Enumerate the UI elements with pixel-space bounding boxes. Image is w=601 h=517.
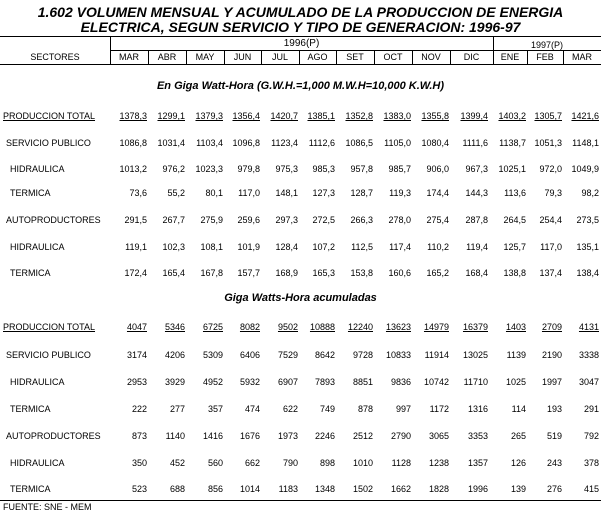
table-cell: 6725 bbox=[202, 322, 223, 332]
table-cell: 275,4 bbox=[426, 215, 449, 225]
table-cell: 1031,4 bbox=[157, 138, 185, 148]
table-cell: 1080,4 bbox=[421, 138, 449, 148]
header-bottom-rule bbox=[0, 64, 601, 65]
table-cell: 73,6 bbox=[129, 188, 147, 198]
row-label: HIDRAULICA bbox=[10, 164, 65, 174]
header-month: ABR bbox=[157, 52, 177, 62]
table-cell: 523 bbox=[131, 484, 147, 494]
row-label: SERVICIO PUBLICO bbox=[6, 350, 91, 360]
header-month: MAY bbox=[195, 52, 215, 62]
table-cell: 297,3 bbox=[275, 215, 298, 225]
table-cell: 622 bbox=[282, 404, 298, 414]
table-cell: 3338 bbox=[578, 350, 599, 360]
header-month: FEB bbox=[536, 52, 554, 62]
table-cell: 1502 bbox=[352, 484, 373, 494]
table-cell: 267,7 bbox=[162, 215, 185, 225]
row-label: PRODUCCION TOTAL bbox=[3, 322, 96, 332]
table-cell: 1997 bbox=[541, 377, 562, 387]
table-cell: 128,4 bbox=[275, 242, 298, 252]
header-month: NOV bbox=[421, 52, 441, 62]
table-cell: 1139 bbox=[506, 350, 526, 360]
table-cell: 168,9 bbox=[275, 268, 298, 278]
table-cell: 291 bbox=[583, 404, 599, 414]
table-cell: 9728 bbox=[352, 350, 373, 360]
table-cell: 1403,2 bbox=[498, 111, 526, 121]
table-cell: 1973 bbox=[277, 431, 298, 441]
table-cell: 1420,7 bbox=[270, 111, 298, 121]
table-cell: 1014 bbox=[239, 484, 260, 494]
table-cell: 8642 bbox=[314, 350, 335, 360]
table-cell: 102,3 bbox=[162, 242, 185, 252]
table-cell: 113,6 bbox=[504, 188, 526, 198]
table-cell: 1299,1 bbox=[157, 111, 185, 121]
table-cell: 128,7 bbox=[350, 188, 373, 198]
table-cell: 975,3 bbox=[275, 164, 298, 174]
row-label: AUTOPRODUCTORES bbox=[6, 431, 101, 441]
table-cell: 7529 bbox=[277, 350, 298, 360]
table-cell: 1023,3 bbox=[195, 164, 223, 174]
table-cell: 560 bbox=[207, 458, 223, 468]
table-cell: 259,6 bbox=[237, 215, 260, 225]
row-label: TERMICA bbox=[10, 484, 51, 494]
table-cell: 278,0 bbox=[388, 215, 411, 225]
section-title-monthly: En Giga Watt-Hora (G.W.H.=1,000 M.W.H=10,000 K.W.H) bbox=[156, 80, 445, 92]
table-cell: 110,2 bbox=[427, 242, 449, 252]
table-cell: 117,0 bbox=[238, 188, 260, 198]
table-cell: 519 bbox=[546, 431, 562, 441]
table-cell: 4047 bbox=[126, 322, 147, 332]
table-cell: 3065 bbox=[428, 431, 449, 441]
table-cell: 12240 bbox=[347, 322, 373, 332]
table-cell: 254,4 bbox=[539, 215, 562, 225]
table-cell: 1138,7 bbox=[499, 138, 526, 148]
table-cell: 906,0 bbox=[426, 164, 449, 174]
table-cell: 976,2 bbox=[162, 164, 185, 174]
table-cell: 1676 bbox=[239, 431, 260, 441]
table-cell: 1105,0 bbox=[384, 138, 411, 148]
table-cell: 792 bbox=[583, 431, 599, 441]
table-cell: 1049,9 bbox=[571, 164, 599, 174]
table-cell: 139 bbox=[510, 484, 526, 494]
header-top-rule bbox=[0, 36, 601, 37]
header-month: MAR bbox=[119, 52, 139, 62]
table-cell: 2790 bbox=[390, 431, 411, 441]
header-sectores: SECTORES bbox=[30, 52, 80, 62]
header-month: SET bbox=[346, 52, 364, 62]
table-cell: 273,5 bbox=[576, 215, 599, 225]
table-cell: 957,8 bbox=[350, 164, 373, 174]
table-cell: 1103,4 bbox=[196, 138, 223, 148]
table-cell: 148,1 bbox=[275, 188, 298, 198]
table-cell: 662 bbox=[244, 458, 260, 468]
header-month: JUN bbox=[233, 52, 252, 62]
table-cell: 1238 bbox=[428, 458, 449, 468]
table-cell: 452 bbox=[169, 458, 185, 468]
header-month: ENE bbox=[500, 52, 520, 62]
table-cell: 1013,2 bbox=[119, 164, 147, 174]
table-cell: 135,1 bbox=[576, 242, 599, 252]
table-cell: 1051,3 bbox=[534, 138, 562, 148]
row-label: SERVICIO PUBLICO bbox=[6, 138, 91, 148]
table-cell: 144,3 bbox=[465, 188, 488, 198]
table-cell: 101,9 bbox=[237, 242, 260, 252]
table-cell: 266,3 bbox=[350, 215, 373, 225]
table-cell: 2709 bbox=[541, 322, 562, 332]
header-year-1996: 1996(P) bbox=[283, 38, 320, 49]
table-cell: 127,3 bbox=[312, 188, 335, 198]
table-cell: 160,6 bbox=[388, 268, 411, 278]
table-cell: 997 bbox=[395, 404, 411, 414]
table-cell: 117,4 bbox=[389, 242, 411, 252]
table-cell: 4131 bbox=[578, 322, 599, 332]
table-cell: 873 bbox=[131, 431, 147, 441]
table-cell: 378 bbox=[583, 458, 599, 468]
table-cell: 6907 bbox=[277, 377, 298, 387]
table-cell: 172,4 bbox=[124, 268, 147, 278]
header-month: MAR bbox=[572, 52, 592, 62]
table-cell: 3353 bbox=[467, 431, 488, 441]
table-cell: 265 bbox=[510, 431, 526, 441]
table-cell: 1403 bbox=[505, 322, 526, 332]
table-cell: 7893 bbox=[314, 377, 335, 387]
table-cell: 4952 bbox=[202, 377, 223, 387]
table-cell: 243 bbox=[546, 458, 562, 468]
table-cell: 10833 bbox=[385, 350, 411, 360]
table-cell: 8082 bbox=[239, 322, 260, 332]
table-cell: 138,4 bbox=[576, 268, 599, 278]
table-cell: 119,4 bbox=[466, 242, 488, 252]
table-cell: 11710 bbox=[463, 377, 488, 387]
table-cell: 10742 bbox=[423, 377, 449, 387]
table-cell: 3929 bbox=[164, 377, 185, 387]
table-cell: 98,2 bbox=[581, 188, 599, 198]
row-label: AUTOPRODUCTORES bbox=[6, 215, 101, 225]
table-cell: 13025 bbox=[462, 350, 488, 360]
table-cell: 1383,0 bbox=[383, 111, 411, 121]
table-cell: 1355,8 bbox=[421, 111, 449, 121]
header-month: JUL bbox=[271, 52, 288, 62]
table-cell: 1025,1 bbox=[498, 164, 526, 174]
table-cell: 972,0 bbox=[539, 164, 562, 174]
table-cell: 5932 bbox=[239, 377, 260, 387]
table-cell: 137,4 bbox=[539, 268, 562, 278]
table-cell: 277 bbox=[169, 404, 185, 414]
table-cell: 1348 bbox=[314, 484, 335, 494]
row-label: TERMICA bbox=[10, 404, 51, 414]
table-cell: 1140 bbox=[165, 431, 185, 441]
table-cell: 167,8 bbox=[200, 268, 223, 278]
row-label: TERMICA bbox=[10, 268, 51, 278]
table-cell: 108,1 bbox=[200, 242, 223, 252]
table-cell: 1357 bbox=[467, 458, 488, 468]
table-cell: 1421,6 bbox=[571, 111, 599, 121]
table-cell: 1086,5 bbox=[345, 138, 373, 148]
table-cell: 168,4 bbox=[465, 268, 488, 278]
table-cell: 13623 bbox=[385, 322, 411, 332]
header-month: AGO bbox=[307, 52, 328, 62]
table-cell: 117,0 bbox=[540, 242, 562, 252]
table-cell: 165,4 bbox=[162, 268, 185, 278]
table-cell: 2246 bbox=[314, 431, 335, 441]
section-title-cumulative: Giga Watts-Hora acumuladas bbox=[224, 292, 377, 304]
table-cell: 3174 bbox=[126, 350, 147, 360]
table-cell: 119,3 bbox=[389, 188, 411, 198]
table-cell: 1316 bbox=[467, 404, 488, 414]
table-cell: 272,5 bbox=[312, 215, 335, 225]
table-cell: 107,2 bbox=[312, 242, 335, 252]
table-cell: 2953 bbox=[126, 377, 147, 387]
table-cell: 1305,7 bbox=[534, 111, 562, 121]
table-cell: 11914 bbox=[424, 350, 449, 360]
table-cell: 153,8 bbox=[350, 268, 373, 278]
table-cell: 9502 bbox=[277, 322, 298, 332]
table-cell: 1148,1 bbox=[572, 138, 599, 148]
table-cell: 1352,8 bbox=[345, 111, 373, 121]
table-cell: 1128 bbox=[391, 458, 411, 468]
table-cell: 415 bbox=[583, 484, 599, 494]
table-cell: 1086,8 bbox=[119, 138, 147, 148]
table-cell: 790 bbox=[282, 458, 298, 468]
table-cell: 114 bbox=[511, 404, 526, 414]
table-cell: 1828 bbox=[428, 484, 449, 494]
table-cell: 856 bbox=[207, 484, 223, 494]
table-cell: 985,3 bbox=[312, 164, 335, 174]
table-cell: 10888 bbox=[309, 322, 335, 332]
footnote: FUENTE: SNE - MEM bbox=[3, 502, 92, 512]
table-cell: 8851 bbox=[352, 377, 373, 387]
table-cell: 157,7 bbox=[237, 268, 260, 278]
table-cell: 138,8 bbox=[503, 268, 526, 278]
table-cell: 1183 bbox=[278, 484, 298, 494]
table-cell: 1662 bbox=[390, 484, 411, 494]
table-cell: 1378,3 bbox=[119, 111, 147, 121]
table-cell: 14979 bbox=[423, 322, 449, 332]
row-label: PRODUCCION TOTAL bbox=[3, 111, 96, 121]
table-cell: 9836 bbox=[390, 377, 411, 387]
table-cell: 79,3 bbox=[544, 188, 562, 198]
table-title-line-2: ELECTRICA, SEGUN SERVICIO Y TIPO DE GENERACION: 1996-97 bbox=[80, 19, 521, 35]
table-cell: 287,8 bbox=[465, 215, 488, 225]
table-cell: 291,5 bbox=[124, 215, 147, 225]
table-cell: 1123,4 bbox=[271, 138, 298, 148]
table-cell: 275,9 bbox=[200, 215, 223, 225]
table-cell: 16379 bbox=[462, 322, 488, 332]
table-cell: 1010 bbox=[352, 458, 373, 468]
table-cell: 3047 bbox=[578, 377, 599, 387]
table-cell: 749 bbox=[319, 404, 335, 414]
header-month: OCT bbox=[383, 52, 403, 62]
header-month: DIC bbox=[463, 52, 480, 62]
row-label: HIDRAULICA bbox=[10, 242, 65, 252]
table-cell: 112,5 bbox=[351, 242, 373, 252]
table-cell: 193 bbox=[546, 404, 562, 414]
table-cell: 264,5 bbox=[503, 215, 526, 225]
row-label: TERMICA bbox=[10, 188, 51, 198]
footer-rule bbox=[0, 500, 601, 501]
row-label: HIDRAULICA bbox=[10, 458, 65, 468]
table-cell: 1996 bbox=[467, 484, 488, 494]
table-cell: 1172 bbox=[429, 404, 449, 414]
table-cell: 119,1 bbox=[125, 242, 147, 252]
table-cell: 125,7 bbox=[503, 242, 526, 252]
table-cell: 878 bbox=[357, 404, 373, 414]
table-cell: 1025 bbox=[505, 377, 526, 387]
table-cell: 357 bbox=[207, 404, 223, 414]
table-cell: 1096,8 bbox=[232, 138, 260, 148]
header-year-1997: 1997(P) bbox=[530, 40, 564, 50]
table-cell: 1111,6 bbox=[462, 138, 488, 148]
table-cell: 967,3 bbox=[465, 164, 488, 174]
table-cell: 1112,6 bbox=[308, 138, 335, 148]
table-cell: 2512 bbox=[352, 431, 373, 441]
table-cell: 985,7 bbox=[388, 164, 411, 174]
table-cell: 1399,4 bbox=[460, 111, 488, 121]
table-cell: 1385,1 bbox=[307, 111, 335, 121]
table-cell: 126 bbox=[510, 458, 526, 468]
table-cell: 1416 bbox=[202, 431, 223, 441]
table-cell: 898 bbox=[319, 458, 335, 468]
table-cell: 474 bbox=[244, 404, 260, 414]
table-cell: 2190 bbox=[541, 350, 562, 360]
table-cell: 165,3 bbox=[312, 268, 335, 278]
table-cell: 688 bbox=[169, 484, 185, 494]
table-cell: 1379,3 bbox=[195, 111, 223, 121]
table-cell: 5309 bbox=[202, 350, 223, 360]
table-cell: 165,2 bbox=[426, 268, 449, 278]
table-cell: 276 bbox=[546, 484, 562, 494]
table-cell: 5346 bbox=[164, 322, 185, 332]
table-cell: 80,1 bbox=[205, 188, 223, 198]
row-label: HIDRAULICA bbox=[10, 377, 65, 387]
table-cell: 6406 bbox=[239, 350, 260, 360]
table-cell: 350 bbox=[131, 458, 147, 468]
table-title-line-1: 1.602 VOLUMEN MENSUAL Y ACUMULADO DE LA PRODUCCION DE ENERGIA bbox=[37, 4, 564, 20]
table-cell: 55,2 bbox=[167, 188, 185, 198]
table-cell: 979,8 bbox=[237, 164, 260, 174]
table-cell: 1356,4 bbox=[232, 111, 260, 121]
table-cell: 222 bbox=[131, 404, 147, 414]
table-cell: 4206 bbox=[164, 350, 185, 360]
table-cell: 174,4 bbox=[426, 188, 449, 198]
